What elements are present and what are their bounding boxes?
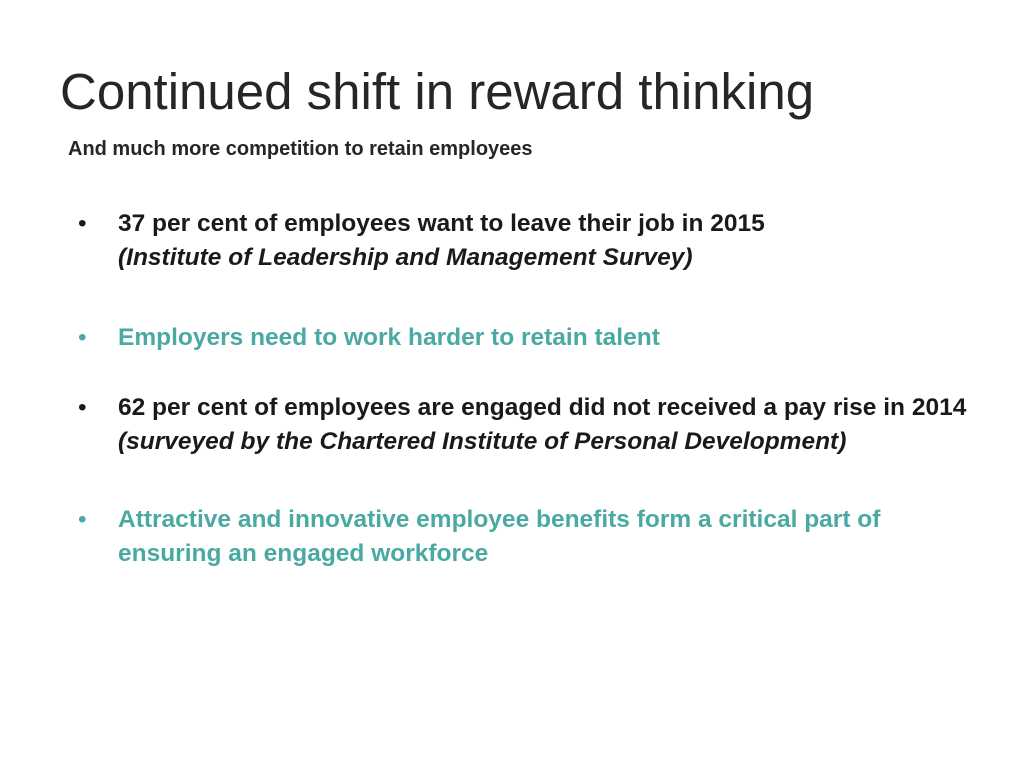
bullet-text-2 xyxy=(118,321,978,355)
bullet-statement: Employers need to work harder to retain talent xyxy=(118,324,660,351)
bullet-marker: • xyxy=(78,506,87,533)
bullet-text-3 xyxy=(118,391,978,459)
bullet-statement: 37 per cent of employees want to leave their job in 2015 xyxy=(118,210,765,237)
bullet-marker: • xyxy=(78,324,87,351)
bullet-marker: • xyxy=(78,210,87,237)
bullet-statement: 62 per cent of employees are engaged did not received a pay rise in 2014 xyxy=(118,394,967,421)
slide-subtitle: And much more competition to retain employees xyxy=(68,138,533,160)
bullet-source: (surveyed by the Chartered Institute of Personal Development) xyxy=(118,428,847,455)
bullet-text-1 xyxy=(118,207,978,275)
slide-title: Continued shift in reward thinking xyxy=(60,63,815,120)
bullet-source: (Institute of Leadership and Management Survey) xyxy=(118,244,693,271)
bullet-text-4 xyxy=(118,503,978,571)
bullet-item-2 xyxy=(78,321,978,355)
bullet-marker: • xyxy=(78,394,87,421)
bullet-statement: Attractive and innovative employee benefits form a critical part of ensuring an engaged workforce xyxy=(118,506,881,567)
bullet-item-3 xyxy=(78,391,978,459)
bullet-item-1 xyxy=(78,207,978,275)
bullet-list xyxy=(78,207,978,571)
bullet-item-4 xyxy=(78,503,978,571)
